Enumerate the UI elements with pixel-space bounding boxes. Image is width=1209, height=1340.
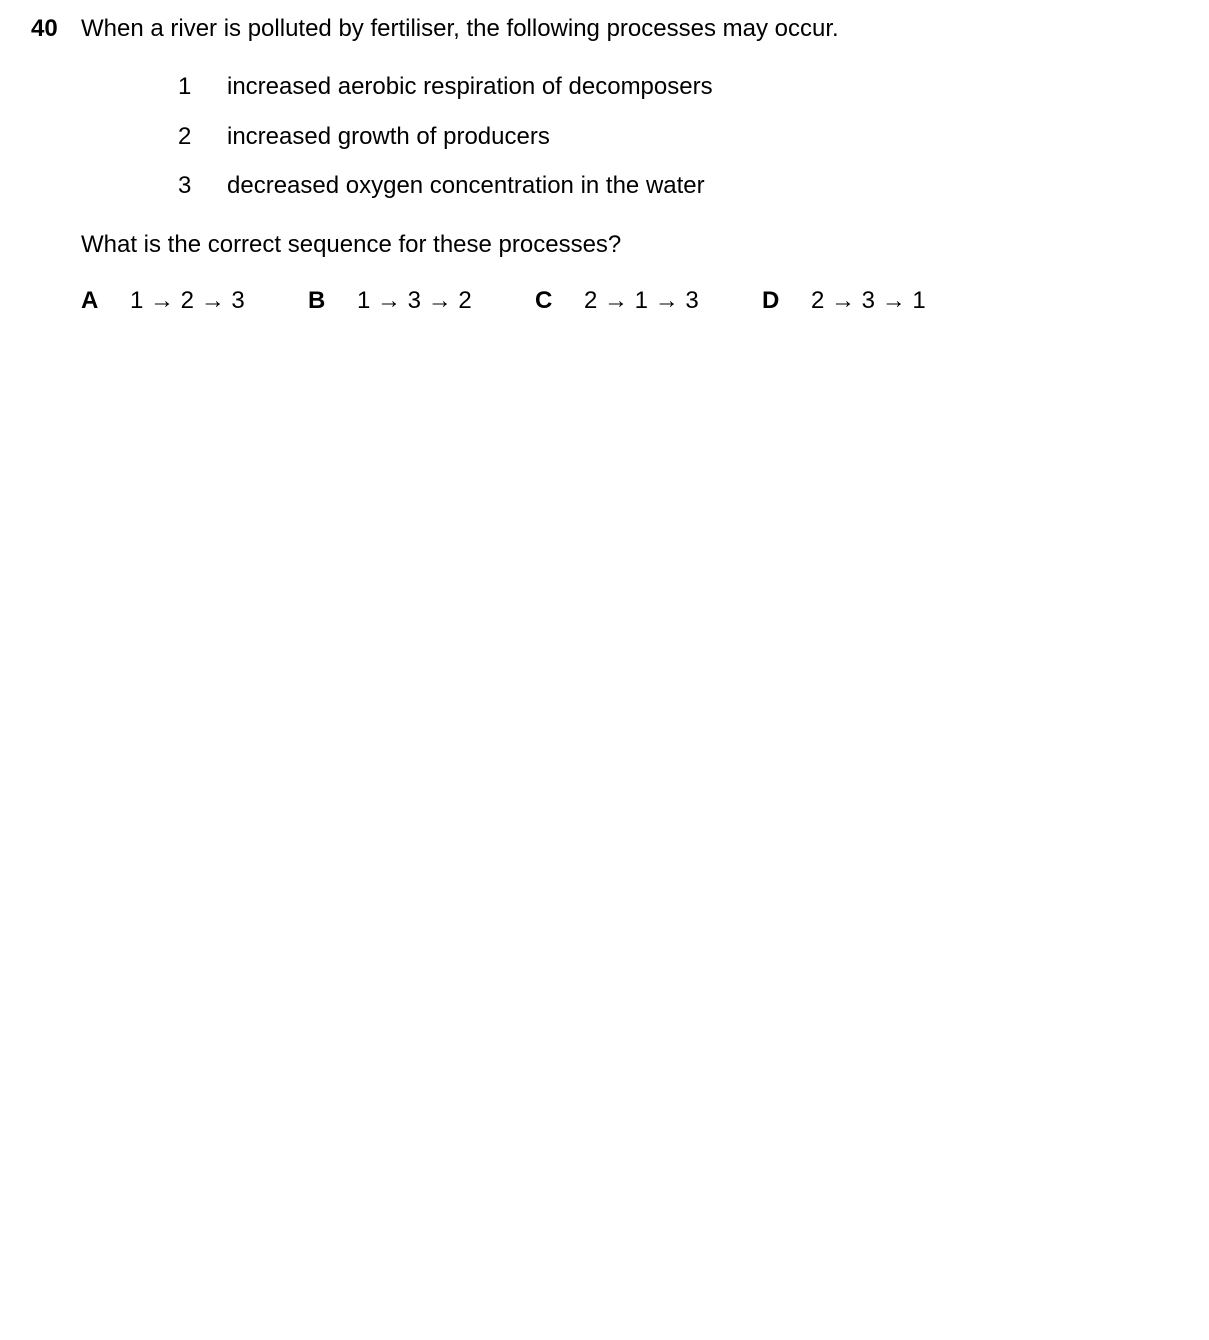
question-stem: When a river is polluted by fertiliser, the following processes may occur. [81,15,839,42]
question-prompt: What is the correct sequence for these processes? [81,231,622,258]
statement-text: increased growth of producers [227,123,550,150]
statement-text: decreased oxygen concentration in the water [227,172,705,199]
option-sequence: 2 → 1 → 3 [584,287,699,314]
statement-text: increased aerobic respiration of decomposers [227,73,713,100]
option-letter: C [535,287,553,314]
statement-number: 1 [178,73,192,100]
question-number: 40 [31,15,58,42]
statement-number: 2 [178,123,192,150]
option-sequence: 2 → 3 → 1 [811,287,926,314]
option-letter: D [762,287,780,314]
option-letter: B [308,287,326,314]
option-letter: A [81,287,99,314]
option-sequence: 1 → 3 → 2 [357,287,472,314]
option-sequence: 1 → 2 → 3 [130,287,245,314]
statement-number: 3 [178,172,192,199]
